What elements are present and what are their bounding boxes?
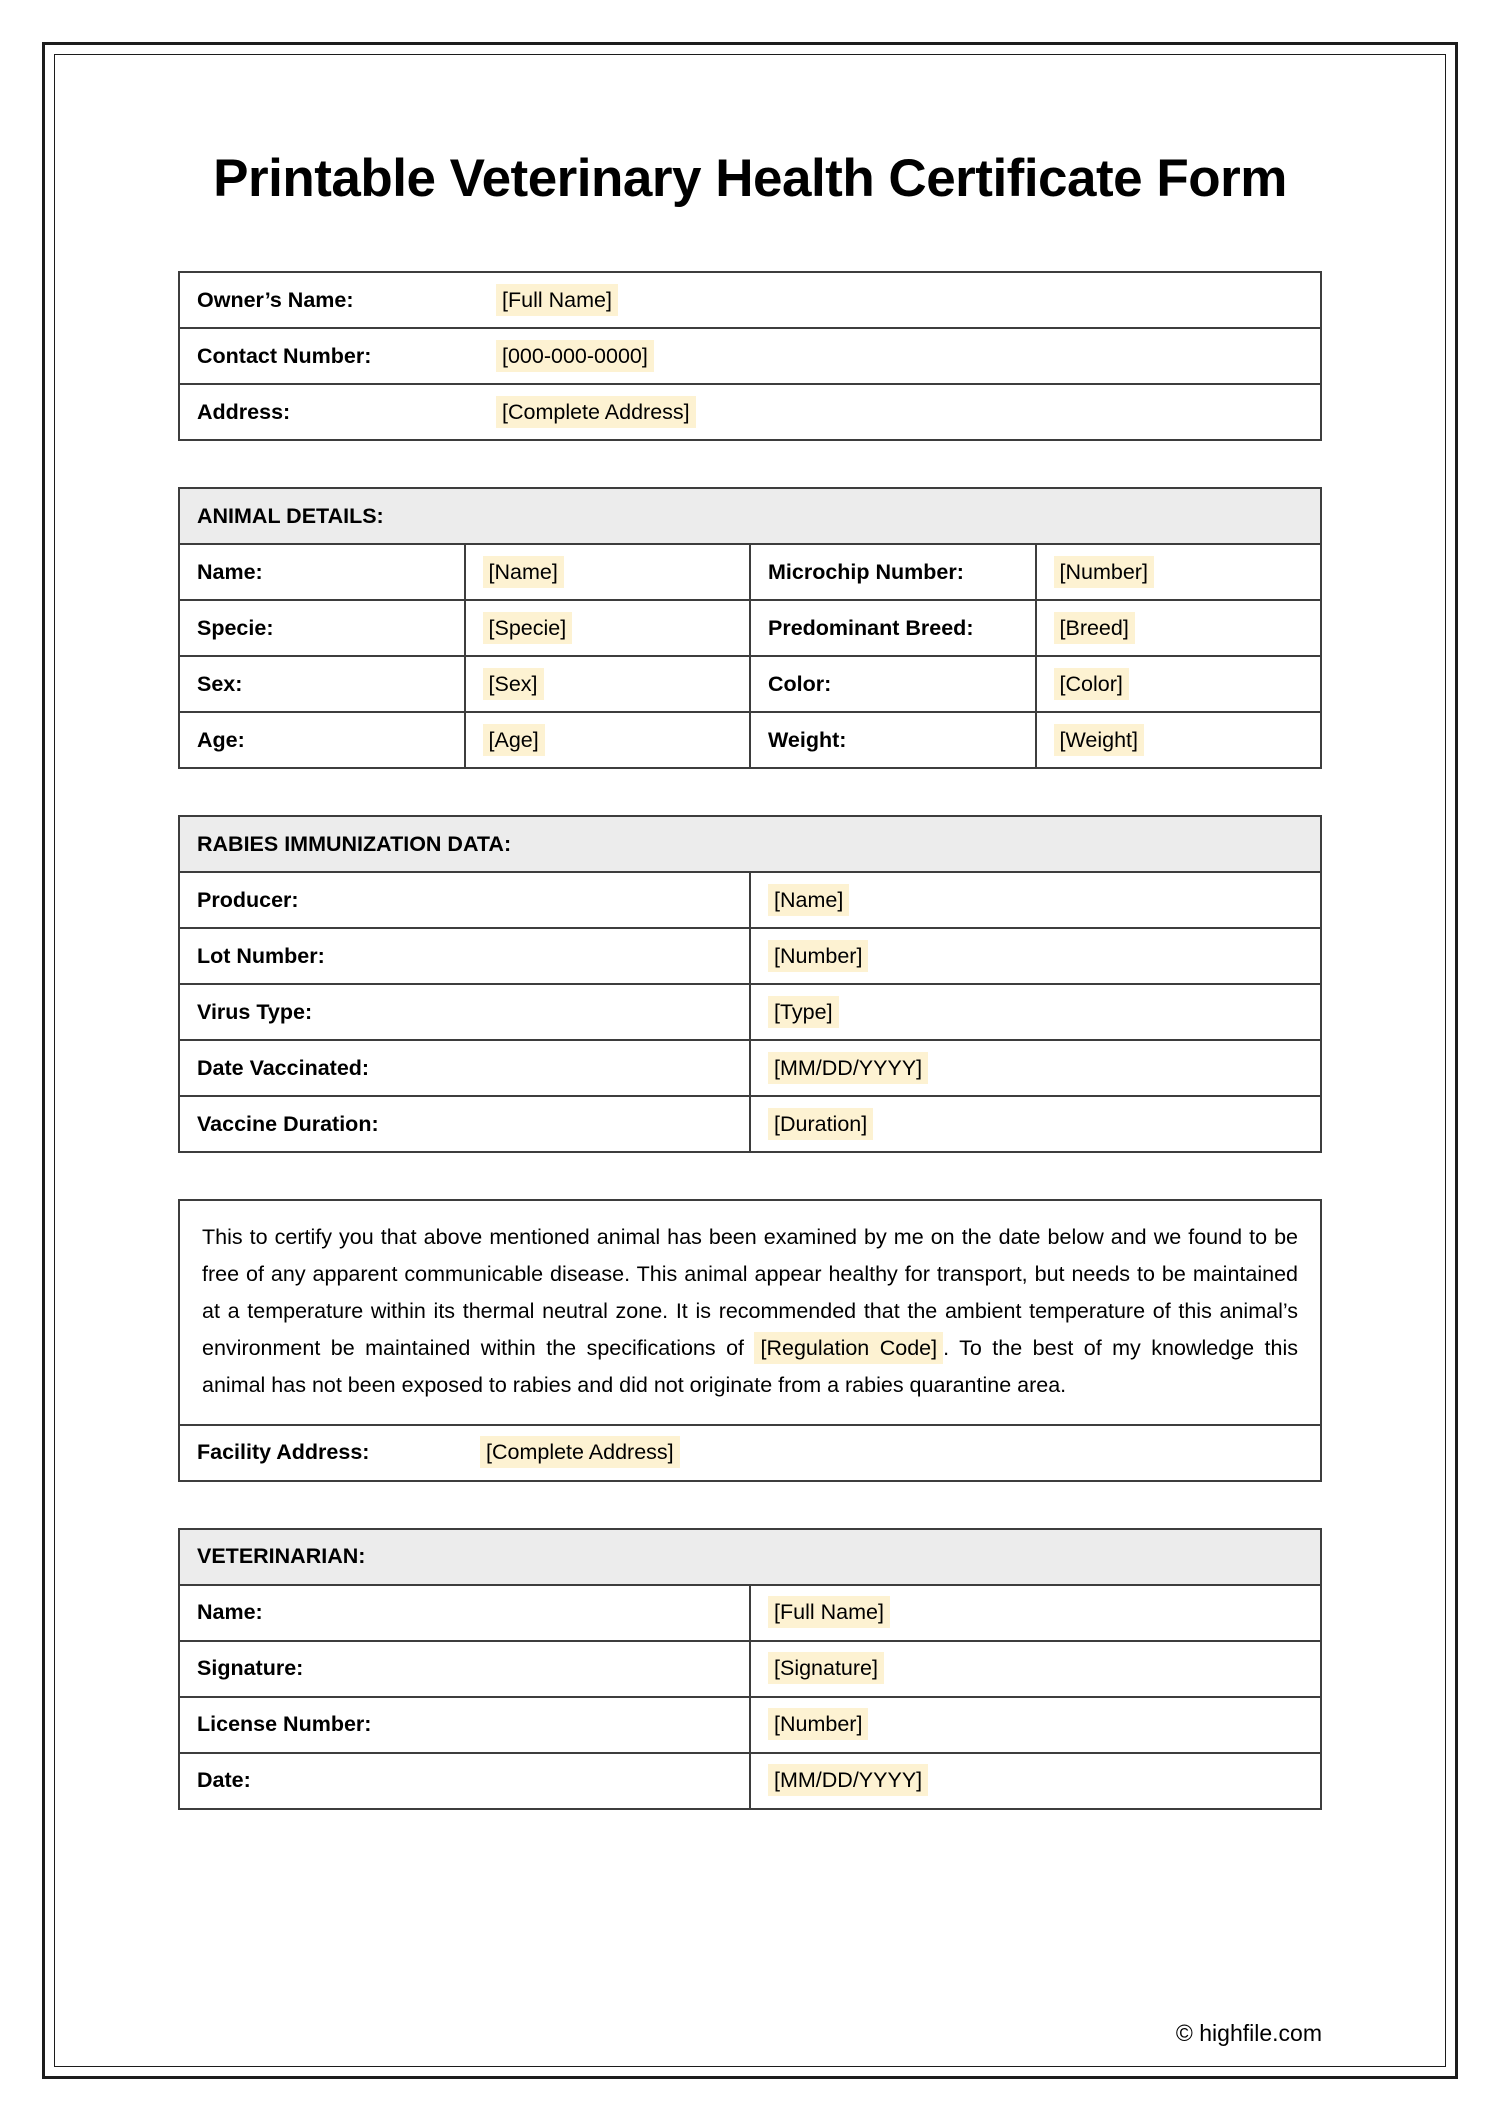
field-value <box>1036 600 1322 656</box>
table-row <box>179 928 1321 984</box>
field-label: Color: <box>750 656 1036 712</box>
field-label: Predominant Breed: <box>750 600 1036 656</box>
field-label: Date Vaccinated: <box>179 1040 750 1096</box>
table-row <box>179 544 1321 600</box>
field-label: Microchip Number: <box>750 544 1036 600</box>
table-row <box>179 1096 1321 1152</box>
field-label: Age: <box>179 712 465 768</box>
color-placeholder: [Color] <box>1054 668 1129 700</box>
field-label: Contact Number: <box>179 328 479 384</box>
veterinarian-table <box>178 1528 1322 1810</box>
regulation-code-placeholder: [Regulation Code] <box>754 1332 943 1364</box>
field-label: Producer: <box>179 872 750 928</box>
section-header: RABIES IMMUNIZATION DATA: <box>179 816 1321 872</box>
vaccine-duration-placeholder: [Duration] <box>768 1108 873 1140</box>
table-row <box>179 328 1321 384</box>
field-value <box>750 1753 1321 1809</box>
date-vaccinated-placeholder: [MM/DD/YYYY] <box>768 1052 928 1084</box>
table-row <box>179 1585 1321 1641</box>
vet-license-placeholder: [Number] <box>768 1708 868 1740</box>
microchip-number-placeholder: [Number] <box>1054 556 1154 588</box>
field-label: Owner’s Name: <box>179 272 479 328</box>
field-value <box>465 712 751 768</box>
field-label: Name: <box>179 1585 750 1641</box>
specie-placeholder: [Specie] <box>483 612 573 644</box>
field-label: Lot Number: <box>179 928 750 984</box>
owner-details-table <box>178 271 1322 441</box>
field-label: Vaccine Duration: <box>179 1096 750 1152</box>
field-value <box>479 328 1321 384</box>
animal-details-table <box>178 487 1322 769</box>
section-header-row <box>179 488 1321 544</box>
vet-date-placeholder: [MM/DD/YYYY] <box>768 1764 928 1796</box>
table-row <box>179 1753 1321 1809</box>
section-header-row <box>179 1529 1321 1585</box>
field-value <box>479 384 1321 440</box>
document-body <box>178 0 1322 1810</box>
section-header: VETERINARIAN: <box>179 1529 1321 1585</box>
facility-address-placeholder: [Complete Address] <box>480 1436 680 1468</box>
table-row <box>179 384 1321 440</box>
certification-text <box>180 1201 1320 1424</box>
section-header: ANIMAL DETAILS: <box>179 488 1321 544</box>
owner-name-placeholder: [Full Name] <box>496 284 618 316</box>
animal-name-placeholder: [Name] <box>483 556 564 588</box>
page-title: Printable Veterinary Health Certificate Form <box>213 149 1287 208</box>
field-label: Specie: <box>179 600 465 656</box>
field-label: Name: <box>179 544 465 600</box>
address-placeholder: [Complete Address] <box>496 396 696 428</box>
sex-placeholder: [Sex] <box>483 668 544 700</box>
table-row <box>179 984 1321 1040</box>
lot-number-placeholder: [Number] <box>768 940 868 972</box>
field-value <box>750 928 1321 984</box>
breed-placeholder: [Breed] <box>1054 612 1135 644</box>
weight-placeholder: [Weight] <box>1054 724 1144 756</box>
table-row <box>179 272 1321 328</box>
field-value <box>1036 712 1322 768</box>
field-value <box>750 1585 1321 1641</box>
table-row <box>179 872 1321 928</box>
table-row <box>179 1697 1321 1753</box>
field-value <box>480 1440 680 1465</box>
field-label: License Number: <box>179 1697 750 1753</box>
field-value <box>1036 656 1322 712</box>
table-row <box>179 600 1321 656</box>
facility-address-row <box>180 1424 1320 1480</box>
field-label: Facility Address: <box>197 1440 370 1465</box>
producer-placeholder: [Name] <box>768 884 849 916</box>
field-value <box>750 1096 1321 1152</box>
vet-name-placeholder: [Full Name] <box>768 1596 890 1628</box>
field-value <box>479 272 1321 328</box>
field-value <box>465 544 751 600</box>
field-value <box>750 984 1321 1040</box>
copyright-footer: © highfile.com <box>1175 2020 1322 2046</box>
field-label: Sex: <box>179 656 465 712</box>
field-value <box>1036 544 1322 600</box>
field-value <box>750 1040 1321 1096</box>
field-label: Signature: <box>179 1641 750 1697</box>
field-label: Virus Type: <box>179 984 750 1040</box>
field-value <box>465 656 751 712</box>
field-value <box>750 1697 1321 1753</box>
field-value <box>750 1641 1321 1697</box>
certification-block <box>178 1199 1322 1482</box>
virus-type-placeholder: [Type] <box>768 996 839 1028</box>
field-value <box>465 600 751 656</box>
certification-text-before: This to certify you that above mentioned animal has been examined by me on the date below and we found to be free of any apparent communicable disease. This animal appear healthy for transport, but needs to be maintained at a temperature within its thermal neutral zone. It is recommended that the ambient temperature of this animal’s environment be maintained within the specifications of <box>202 1225 1298 1360</box>
rabies-immunization-table <box>178 815 1322 1153</box>
table-row <box>179 656 1321 712</box>
contact-number-placeholder: [000-000-0000] <box>496 340 654 372</box>
vet-signature-placeholder: [Signature] <box>768 1652 884 1684</box>
field-label: Address: <box>179 384 479 440</box>
field-label: Date: <box>179 1753 750 1809</box>
field-label: Weight: <box>750 712 1036 768</box>
certification-text-after: . To the best of my knowledge this animal has not been exposed to rabies and did not originate from a rabies quarantine area. <box>202 1335 1298 1397</box>
table-row <box>179 712 1321 768</box>
table-row <box>179 1641 1321 1697</box>
table-row <box>179 1040 1321 1096</box>
field-value <box>750 872 1321 928</box>
age-placeholder: [Age] <box>483 724 545 756</box>
section-header-row <box>179 816 1321 872</box>
